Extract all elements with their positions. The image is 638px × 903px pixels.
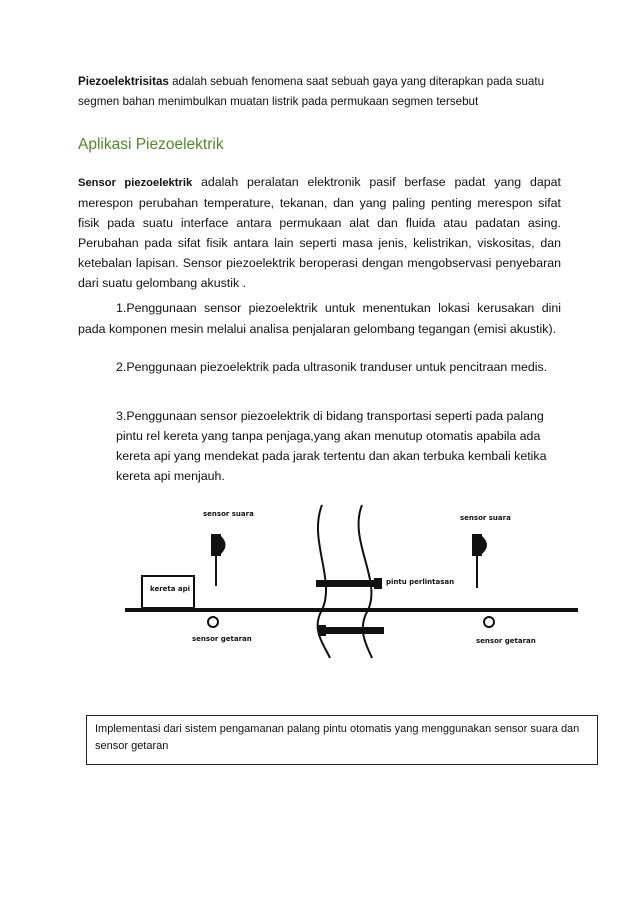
- figure-caption-box: [86, 715, 598, 765]
- list-item-1: 1.Penggunaan sensor piezoelektrik untuk menentukan lokasi kerusakan dini pada komponen mesin melalui analisa penjalaran gelombang tegangan (emisi akustik).: [78, 301, 561, 336]
- label-sensor-suara-right: sensor suara: [460, 514, 511, 522]
- sound-sensor-right-icon: [472, 534, 487, 588]
- list-item-3: 3.Penggunaan sensor piezoelektrik di bidang transportasi seperti pada palang pintu rel kereta yang tanpa penjaga,yang akan menutup otomatis apabila ada kereta api yang mendekat pada jarak tertentu dan akan terbuka kembali ketika kereta api menjauh.: [116, 409, 547, 483]
- vibration-sensor-left-icon: [208, 617, 218, 627]
- label-sensor-getaran-right: sensor getaran: [476, 637, 536, 645]
- section-title: Aplikasi Piezoelektrik: [78, 136, 224, 153]
- list-item-2: 2.Penggunaan piezoelektrik pada ultrasonik tranduser untuk pencitraan medis.: [116, 360, 548, 374]
- sensor-term: Sensor piezoelektrik: [78, 177, 193, 189]
- intro-text: adalah sebuah fenomena saat sebuah gaya yang diterapkan pada suatu segmen bahan menimbulkan muatan listrik pada permukaan segmen tersebut: [78, 75, 545, 108]
- label-sensor-suara-left: sensor suara: [203, 510, 254, 518]
- label-kereta-api: kereta api: [150, 585, 191, 593]
- sensor-paragraph: [78, 172, 561, 293]
- gate-bottom-icon: [318, 625, 384, 636]
- figure-caption: Implementasi dari sistem pengamanan palang pintu otomatis yang menggunakan sensor suara dan sensor getaran: [95, 723, 580, 752]
- sound-sensor-left-icon: [211, 534, 226, 586]
- vibration-sensor-right-icon: [484, 617, 494, 627]
- label-pintu-perlintasan: pintu perlintasan: [386, 578, 455, 586]
- sensor-text: adalah peralatan elektronik pasif berfase padat yang dapat merespon perubahan temperature, tekanan, dan yang paling penting merespon sifat fisik pada suatu interface antara permukaan alat dan fluida atau padatan asing. Perubahan pada sifat fisik antara lain seperti masa jenis, kelistrikan, viskositas, dan ketebalan lapisan. Sensor piezoelektrik beroperasi dengan mengobservasi penyebaran dari suatu gelombang akustik .: [78, 175, 561, 290]
- intro-paragraph: [78, 72, 563, 112]
- label-sensor-getaran-left: sensor getaran: [192, 635, 252, 643]
- railway-crossing-diagram: [100, 500, 590, 660]
- intro-term: Piezoelektrisitas: [78, 75, 169, 88]
